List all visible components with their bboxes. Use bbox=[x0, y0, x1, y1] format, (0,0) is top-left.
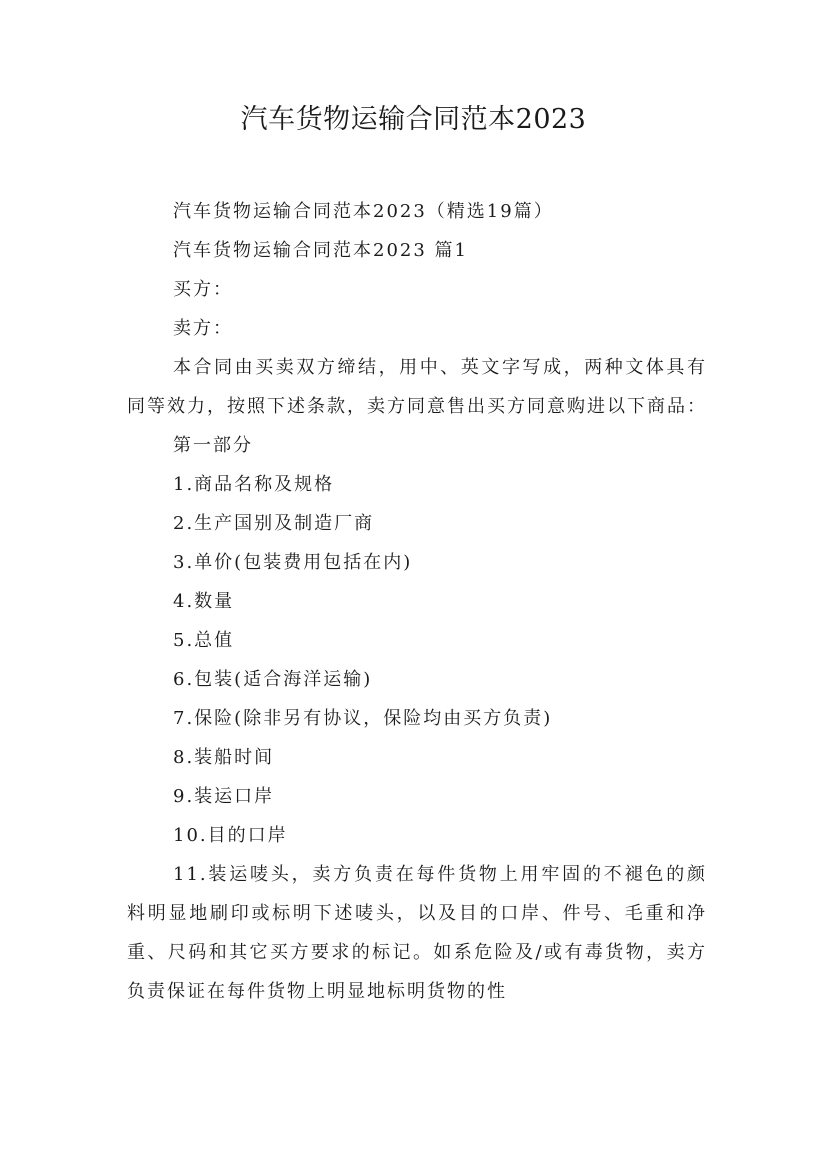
list-item: 10.目的口岸 bbox=[173, 825, 288, 846]
list-item: 6.包装(适合海洋运输) bbox=[173, 669, 373, 690]
paragraph-preamble: 本合同由买卖双方缔结，用中、英文字写成，两种文体具有同等效力，按照下述条款，卖方同意售出买方同意购进以下商品： bbox=[127, 357, 707, 417]
list-item-shipping-marks: 11.装运唛头，卖方负责在每件货物上用牢固的不褪色的颜料明显地刷印或标明下述唛头，以及目的口岸、件号、毛重和净重、尺码和其它买方要求的标记。如系危险及/或有毒货物，卖方负责保证在每件货物上明显地标明货物的性 bbox=[127, 864, 707, 1002]
list-item: 5.总值 bbox=[173, 630, 235, 651]
list-item: 8.装船时间 bbox=[173, 747, 275, 768]
paragraph-part-one: 第一部分 bbox=[173, 435, 253, 456]
list-item: 2.生产国别及制造厂商 bbox=[173, 513, 375, 534]
list-item: 7.保险(除非另有协议，保险均由买方负责) bbox=[173, 708, 553, 729]
document-body bbox=[127, 192, 707, 1011]
paragraph-seller: 卖方： bbox=[173, 318, 233, 339]
document-title: 汽车货物运输合同范本2023 bbox=[240, 104, 587, 135]
list-item: 3.单价(包装费用包括在内) bbox=[173, 552, 413, 573]
paragraph-intro: 汽车货物运输合同范本2023（精选19篇） bbox=[173, 201, 554, 222]
list-item: 4.数量 bbox=[173, 591, 235, 612]
list-item: 9.装运口岸 bbox=[173, 786, 275, 807]
list-item: 1.商品名称及规格 bbox=[173, 474, 335, 495]
paragraph-buyer: 买方： bbox=[173, 279, 233, 300]
paragraph-section-heading: 汽车货物运输合同范本2023 篇1 bbox=[173, 240, 468, 261]
